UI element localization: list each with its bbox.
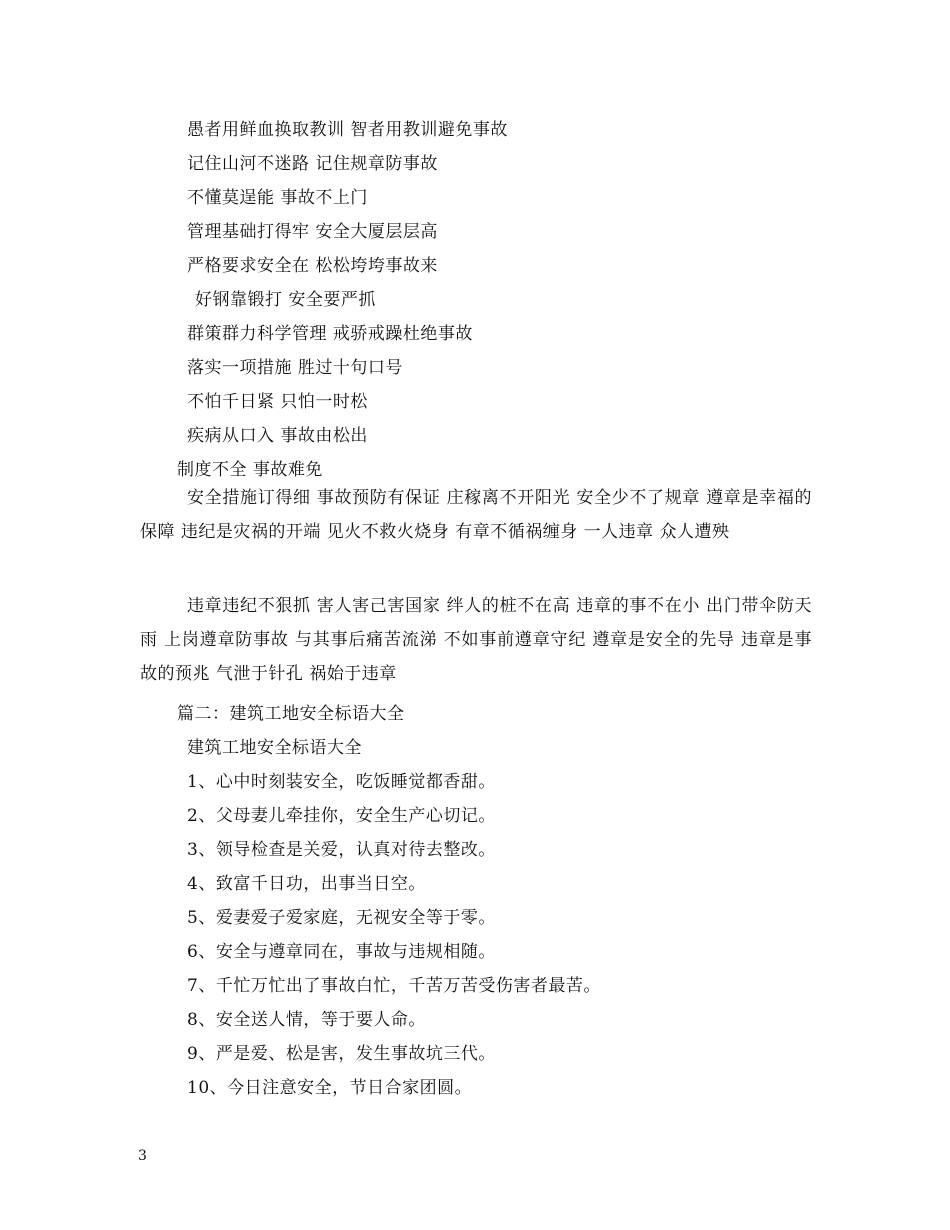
numbered-slogan: 2、父母妻儿牵挂你，安全生产心切记。	[187, 806, 496, 826]
numbered-slogan: 8、安全送人情，等于要人命。	[187, 1010, 426, 1030]
slogan-line: 疾病从口入 事故由松出	[187, 426, 368, 446]
slogan-line: 好钢靠锻打 安全要严抓	[195, 290, 376, 310]
body-paragraph: 安全措施订得细 事故预防有保证 庄稼离不开阳光 安全少不了规章 遵章是幸福的保障 违纪是灾祸的开端 见火不救火烧身 有章不循祸缠身 一人违章 众人遭殃	[140, 488, 812, 542]
numbered-slogan: 5、爱妻爱子爱家庭，无视安全等于零。	[187, 908, 496, 928]
body-paragraph: 违章违纪不狠抓 害人害己害国家 绊人的桩不在高 违章的事不在小 出门带伞防天雨 上岗遵章防事故 与其事后痛苦流涕 不如事前遵章守纪 遵章是安全的先导 违章是事故的预兆 气泄于针孔 祸始于违章	[140, 596, 812, 684]
slogan-line: 愚者用鲜血换取教训 智者用教训避免事故	[187, 120, 508, 140]
section-subheading: 建筑工地安全标语大全	[187, 738, 362, 758]
slogan-line: 群策群力科学管理 戒骄戒躁杜绝事故	[187, 324, 473, 344]
numbered-slogan: 3、领导检查是关爱，认真对待去整改。	[187, 840, 496, 860]
slogan-line: 管理基础打得牢 安全大厦层层高	[187, 222, 438, 242]
numbered-slogan: 4、致富千日功，出事当日空。	[187, 874, 426, 894]
numbered-slogan: 1、心中时刻装安全，吃饭睡觉都香甜。	[187, 772, 496, 792]
slogan-line: 严格要求安全在 松松垮垮事故来	[187, 256, 438, 276]
numbered-slogan: 6、安全与遵章同在，事故与违规相随。	[187, 942, 496, 962]
numbered-slogan: 10、今日注意安全，节日合家团圆。	[187, 1078, 473, 1098]
numbered-slogan: 7、千忙万忙出了事故白忙，千苦万苦受伤害者最苦。	[187, 976, 601, 996]
slogan-line: 制度不全 事故难免	[177, 460, 323, 480]
slogan-line: 不懂莫逞能 事故不上门	[187, 188, 368, 208]
page-number: 3	[138, 1148, 147, 1164]
section-heading: 篇二：建筑工地安全标语大全	[177, 704, 405, 724]
slogan-line: 落实一项措施 胜过十句口号	[187, 358, 403, 378]
numbered-slogan: 9、严是爱、松是害，发生事故坑三代。	[187, 1044, 496, 1064]
slogan-line: 不怕千日紧 只怕一时松	[187, 392, 368, 412]
slogan-line: 记住山河不迷路 记住规章防事故	[187, 154, 438, 174]
